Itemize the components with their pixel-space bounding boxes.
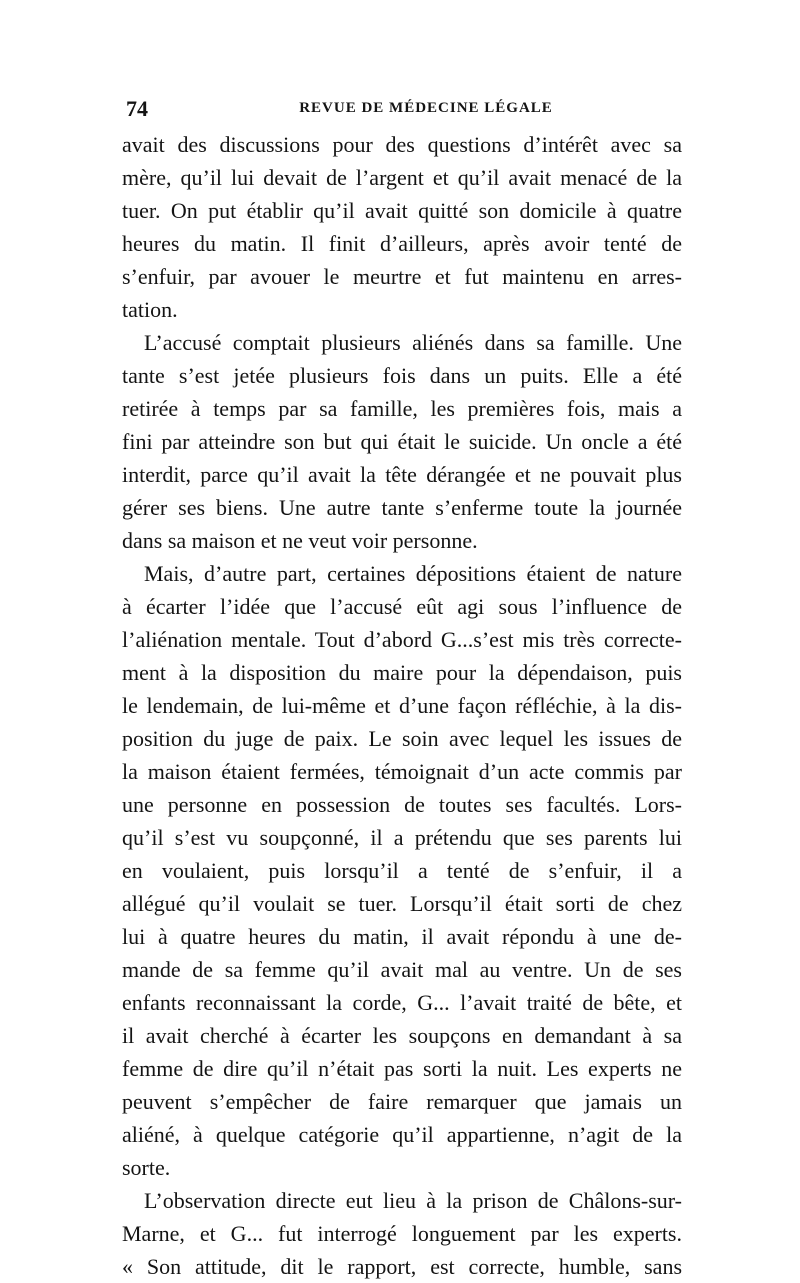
text-line: à écarter l’idée que l’accusé eût agi sous l’influence de (122, 594, 682, 619)
running-head (126, 96, 686, 124)
text-line: mère, qu’il lui devait de l’argent et qu’il avait menacé de la (122, 165, 682, 190)
text-line: retirée à temps par sa famille, les premières fois, mais a (122, 396, 682, 421)
page-number: 74 (126, 96, 148, 121)
text-line: mande de sa femme qu’il avait mal au ventre. Un de ses (122, 957, 682, 982)
text-line: une personne en possession de toutes ses facultés. Lors- (122, 792, 682, 817)
text-line: s’enfuir, par avouer le meurtre et fut maintenu en arres- (122, 264, 682, 289)
text-line: gérer ses biens. Une autre tante s’enferme toute la journée (122, 495, 682, 520)
text-line: allégué qu’il voulait se tuer. Lorsqu’il était sorti de chez (122, 891, 682, 916)
text-line: enfants reconnaissant la corde, G... l’avait traité de bête, et (122, 990, 682, 1015)
text-line: avait des discussions pour des questions d’intérêt avec sa (122, 132, 682, 157)
journal-title: REVUE DE MÉDECINE LÉGALE (299, 100, 553, 116)
text-line: tation. (122, 297, 178, 322)
text-line: Mais, d’autre part, certaines dépositions étaient de nature (144, 561, 682, 586)
body-text (122, 128, 682, 1283)
text-line: fini par atteindre son but qui était le suicide. Un oncle a été (122, 429, 682, 454)
text-line: en voulaient, puis lorsqu’il a tenté de s’enfuir, il a (122, 858, 682, 883)
text-line: tante s’est jetée plusieurs fois dans un puits. Elle a été (122, 363, 682, 388)
text-line: la maison étaient fermées, témoignait d’un acte commis par (122, 759, 682, 784)
text-line: heures du matin. Il finit d’ailleurs, après avoir tenté de (122, 231, 682, 256)
text-line: aliéné, à quelque catégorie qu’il appartienne, n’agit de la (122, 1122, 682, 1147)
text-line: dans sa maison et ne veut voir personne. (122, 528, 478, 553)
text-line: l’aliénation mentale. Tout d’abord G...s’est mis très correcte- (122, 627, 682, 652)
text-line: Marne, et G... fut interrogé longuement par les experts. (122, 1221, 682, 1246)
text-line: lui à quatre heures du matin, il avait répondu à une de- (122, 924, 682, 949)
text-line: L’observation directe eut lieu à la prison de Châlons-sur- (144, 1188, 682, 1213)
text-line: ment à la disposition du maire pour la dépendaison, puis (122, 660, 682, 685)
text-line: sorte. (122, 1155, 171, 1180)
text-line: le lendemain, de lui-même et d’une façon réfléchie, à la dis- (122, 693, 682, 718)
text-line: interdit, parce qu’il avait la tête dérangée et ne pouvait plus (122, 462, 682, 487)
text-line: peuvent s’empêcher de faire remarquer que jamais un (122, 1089, 682, 1114)
text-line: « Son attitude, dit le rapport, est correcte, humble, sans (122, 1254, 682, 1279)
text-line: il avait cherché à écarter les soupçons en demandant à sa (122, 1023, 682, 1048)
text-line: position du juge de paix. Le soin avec lequel les issues de (122, 726, 682, 751)
text-line: L’accusé comptait plusieurs aliénés dans sa famille. Une (144, 330, 682, 355)
text-line: qu’il s’est vu soupçonné, il a prétendu que ses parents lui (122, 825, 682, 850)
text-line: tuer. On put établir qu’il avait quitté son domicile à quatre (122, 198, 682, 223)
text-line: femme de dire qu’il n’était pas sorti la nuit. Les experts ne (122, 1056, 682, 1081)
